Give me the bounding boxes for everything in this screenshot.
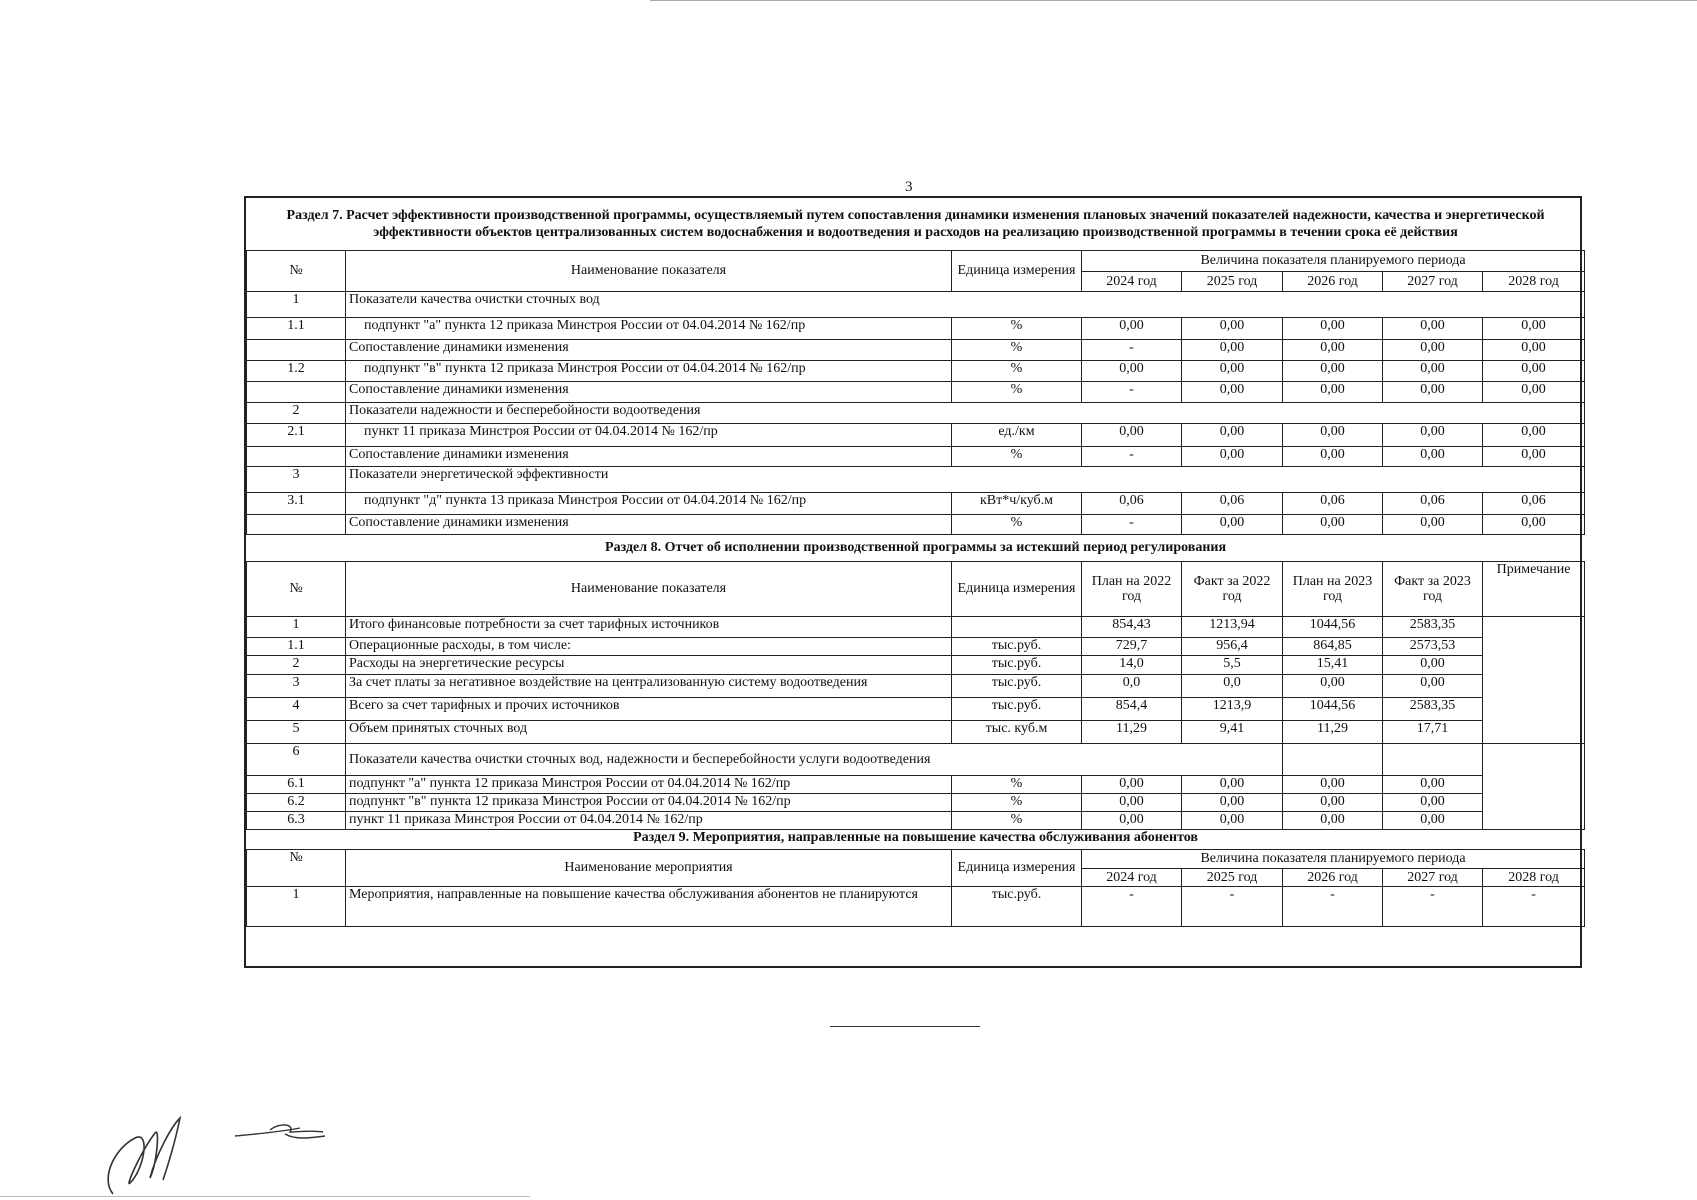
- value-cell: 0,00: [1283, 446, 1383, 466]
- data-row: [247, 811, 1585, 829]
- value-cell: 0,00: [1283, 811, 1383, 829]
- value-cell: 854,4: [1082, 697, 1182, 720]
- value-cell: 0,00: [1483, 423, 1585, 446]
- value-cell: 0,00: [1082, 317, 1182, 339]
- indicator-name: Операционные расходы, в том числе:: [346, 637, 952, 655]
- value-cell: 0,00: [1483, 339, 1585, 360]
- unit-cell: тыс.руб.: [952, 886, 1082, 926]
- group-row: [247, 291, 1585, 317]
- value-cell: 1213,9: [1182, 697, 1283, 720]
- value-cell: 0,06: [1383, 492, 1483, 514]
- header-year: 2027 год: [1383, 868, 1483, 886]
- value-cell: -: [1082, 339, 1182, 360]
- section9-title: Раздел 9. Мероприятия, направленные на повышение качества обслуживания абонентов: [633, 829, 1198, 845]
- header-year: 2028 год: [1483, 868, 1585, 886]
- value-cell: 14,0: [1082, 655, 1182, 674]
- value-cell: 5,5: [1182, 655, 1283, 674]
- value-cell: 0,00: [1483, 514, 1585, 534]
- value-cell: 0,06: [1283, 492, 1383, 514]
- value-cell: 0,06: [1483, 492, 1585, 514]
- value-cell: 9,41: [1182, 720, 1283, 743]
- header-year: 2028 год: [1483, 271, 1585, 291]
- section7-title: Раздел 7. Расчет эффективности производственной программы, осуществляемый путем сопоставления динамики изменения плановых значений показателей надежности, качества и энергетической эффективности объектов централизованных систем водоснабжения и водоотведения и расходов на реализацию производственной программы в течении срока её действия: [286, 207, 1545, 240]
- value-cell: 0,00: [1383, 811, 1483, 829]
- header-name: Наименование мероприятия: [346, 849, 952, 886]
- note-cell: [1483, 616, 1585, 743]
- row-number: [247, 339, 346, 360]
- indicator-name: Всего за счет тарифных и прочих источников: [346, 697, 952, 720]
- unit-cell: %: [952, 775, 1082, 793]
- unit-cell: %: [952, 317, 1082, 339]
- group-row: [247, 466, 1585, 492]
- header-unit: Единица измерения: [952, 849, 1082, 886]
- row-number: [247, 514, 346, 534]
- indicator-name: пункт 11 приказа Минстроя России от 04.04.2014 № 162/пр: [346, 423, 952, 446]
- indicator-name: Сопоставление динамики изменения: [346, 446, 952, 466]
- header-year: 2026 год: [1283, 271, 1383, 291]
- unit-cell: %: [952, 381, 1082, 402]
- value-cell: 0,00: [1182, 793, 1283, 811]
- value-cell: 729,7: [1082, 637, 1182, 655]
- value-cell: 0,00: [1483, 446, 1585, 466]
- value-cell: 0,00: [1182, 446, 1283, 466]
- value-cell: 0,00: [1383, 360, 1483, 381]
- row-number: 2.1: [247, 423, 346, 446]
- value-cell: 0,00: [1182, 514, 1283, 534]
- value-cell: -: [1483, 886, 1585, 926]
- value-cell: 0,00: [1383, 446, 1483, 466]
- value-cell: 0,00: [1383, 339, 1483, 360]
- value-cell: 2583,35: [1383, 616, 1483, 637]
- row-number: 1.1: [247, 317, 346, 339]
- section7-title-row: [247, 198, 1585, 250]
- value-cell: 0,06: [1082, 492, 1182, 514]
- value-cell: 0,00: [1383, 674, 1483, 697]
- value-cell: 0,00: [1283, 339, 1383, 360]
- indicator-name: пункт 11 приказа Минстроя России от 04.04.2014 № 162/пр: [346, 811, 952, 829]
- data-row: [247, 446, 1585, 466]
- value-cell: 0,00: [1383, 423, 1483, 446]
- value-cell: 0,00: [1383, 775, 1483, 793]
- value-cell: -: [1383, 886, 1483, 926]
- value-cell: 17,71: [1383, 720, 1483, 743]
- value-cell: 0,00: [1283, 775, 1383, 793]
- value-cell: 15,41: [1283, 655, 1383, 674]
- header-period-col: Факт за 2022 год: [1182, 561, 1283, 616]
- indicator-name: подпункт "а" пункта 12 приказа Минстроя России от 04.04.2014 № 162/пр: [346, 317, 952, 339]
- value-cell: 11,29: [1283, 720, 1383, 743]
- unit-cell: %: [952, 514, 1082, 534]
- row-number: 2: [247, 655, 346, 674]
- value-cell: 0,00: [1082, 775, 1182, 793]
- data-row: [247, 720, 1585, 743]
- main-table: [246, 198, 1585, 927]
- header-no: №: [247, 250, 346, 291]
- end-line: [830, 1026, 980, 1027]
- header-year: 2025 год: [1182, 271, 1283, 291]
- row-number: 3: [247, 674, 346, 697]
- indicator-name: Итого финансовые потребности за счет тарифных источников: [346, 616, 952, 637]
- data-row: [247, 492, 1585, 514]
- header-year: 2024 год: [1082, 868, 1182, 886]
- value-cell: 0,00: [1182, 360, 1283, 381]
- data-row: [247, 381, 1585, 402]
- header-note: Примечание: [1483, 561, 1585, 616]
- data-row: [247, 775, 1585, 793]
- value-cell: -: [1082, 514, 1182, 534]
- value-cell: 864,85: [1283, 637, 1383, 655]
- data-row: [247, 793, 1585, 811]
- value-cell: 0,0: [1082, 674, 1182, 697]
- unit-cell: тыс.руб.: [952, 655, 1082, 674]
- row-number: 6.3: [247, 811, 346, 829]
- value-cell: 0,00: [1383, 514, 1483, 534]
- group-row: [247, 743, 1585, 775]
- group-name: Показатели надежности и бесперебойности водоотведения: [346, 402, 1585, 423]
- row-number: 1: [247, 886, 346, 926]
- empty-cell: [1383, 743, 1483, 775]
- data-row: [247, 339, 1585, 360]
- bottom-scan-edge: [0, 1196, 530, 1197]
- value-cell: 0,00: [1283, 360, 1383, 381]
- indicator-name: подпункт "в" пункта 12 приказа Минстроя России от 04.04.2014 № 162/пр: [346, 793, 952, 811]
- unit-cell: %: [952, 793, 1082, 811]
- value-cell: 0,00: [1283, 514, 1383, 534]
- value-cell: 0,0: [1182, 674, 1283, 697]
- indicator-name: Расходы на энергетические ресурсы: [346, 655, 952, 674]
- value-cell: 1044,56: [1283, 616, 1383, 637]
- data-row: [247, 423, 1585, 446]
- indicator-name: подпункт "д" пункта 13 приказа Минстроя России от 04.04.2014 № 162/пр: [346, 492, 952, 514]
- value-cell: 956,4: [1182, 637, 1283, 655]
- value-cell: 0,00: [1283, 793, 1383, 811]
- value-cell: 0,00: [1182, 339, 1283, 360]
- value-cell: 0,00: [1082, 423, 1182, 446]
- group-name: Показатели качества очистки сточных вод, надежности и бесперебойности услуги водоотведения: [346, 743, 1283, 775]
- value-cell: 0,00: [1182, 317, 1283, 339]
- row-number: 1.2: [247, 360, 346, 381]
- unit-cell: %: [952, 446, 1082, 466]
- data-row: [247, 317, 1585, 339]
- value-cell: 0,00: [1082, 793, 1182, 811]
- unit-cell: %: [952, 360, 1082, 381]
- header-period-col: Факт за 2023 год: [1383, 561, 1483, 616]
- measure-name: Мероприятия, направленные на повышение качества обслуживания абонентов не планируются: [346, 886, 952, 926]
- indicator-name: подпункт "а" пункта 12 приказа Минстроя России от 04.04.2014 № 162/пр: [346, 775, 952, 793]
- row-number: 2: [247, 402, 346, 423]
- value-cell: 0,00: [1483, 381, 1585, 402]
- value-cell: 0,00: [1182, 811, 1283, 829]
- value-cell: 0,00: [1283, 423, 1383, 446]
- value-cell: 0,00: [1283, 381, 1383, 402]
- row-number: 3.1: [247, 492, 346, 514]
- header-year: 2027 год: [1383, 271, 1483, 291]
- group-name: Показатели качества очистки сточных вод: [346, 291, 1585, 317]
- value-cell: -: [1082, 381, 1182, 402]
- value-cell: -: [1082, 446, 1182, 466]
- note-cell: [1483, 743, 1585, 829]
- indicator-name: За счет платы за негативное воздействие на централизованную систему водоотведения: [346, 674, 952, 697]
- value-cell: -: [1283, 886, 1383, 926]
- header-unit: Единица измерения: [952, 250, 1082, 291]
- value-cell: 0,00: [1383, 317, 1483, 339]
- header-no: №: [247, 849, 346, 886]
- value-cell: 0,00: [1483, 360, 1585, 381]
- unit-cell: тыс.руб.: [952, 697, 1082, 720]
- row-number: [247, 446, 346, 466]
- value-cell: 0,00: [1483, 317, 1585, 339]
- page-number: 3: [905, 179, 913, 195]
- data-row: [247, 616, 1585, 637]
- data-row: [247, 674, 1585, 697]
- header-year: 2025 год: [1182, 868, 1283, 886]
- empty-cell: [1283, 743, 1383, 775]
- value-cell: 2573,53: [1383, 637, 1483, 655]
- header-year: 2024 год: [1082, 271, 1182, 291]
- row-number: 5: [247, 720, 346, 743]
- row-number: [247, 381, 346, 402]
- unit-cell: [952, 616, 1082, 637]
- unit-cell: %: [952, 811, 1082, 829]
- header-no: №: [247, 561, 346, 616]
- value-cell: 0,00: [1182, 381, 1283, 402]
- group-name: Показатели энергетической эффективности: [346, 466, 1585, 492]
- section8-title: Раздел 8. Отчет об исполнении производственной программы за истекший период регулирования: [605, 540, 1227, 555]
- row-number: 1.1: [247, 637, 346, 655]
- value-cell: -: [1082, 886, 1182, 926]
- document-table-frame: [244, 196, 1582, 968]
- value-cell: 0,00: [1082, 811, 1182, 829]
- header-period: Величина показателя планируемого периода: [1082, 250, 1585, 271]
- value-cell: 854,43: [1082, 616, 1182, 637]
- header-period: Величина показателя планируемого периода: [1082, 849, 1585, 868]
- data-row: [247, 360, 1585, 381]
- unit-cell: кВт*ч/куб.м: [952, 492, 1082, 514]
- value-cell: 0,06: [1182, 492, 1283, 514]
- header-period-col: План на 2022 год: [1082, 561, 1182, 616]
- value-cell: -: [1182, 886, 1283, 926]
- header-unit: Единица измерения: [952, 561, 1082, 616]
- value-cell: 0,00: [1383, 381, 1483, 402]
- data-row: [247, 655, 1585, 674]
- header-name: Наименование показателя: [346, 250, 952, 291]
- unit-cell: ед./км: [952, 423, 1082, 446]
- top-scan-edge: [650, 0, 1697, 1]
- row-number: 6.2: [247, 793, 346, 811]
- value-cell: 2583,35: [1383, 697, 1483, 720]
- value-cell: 1044,56: [1283, 697, 1383, 720]
- handwritten-signature: [95, 1108, 335, 1198]
- header-year: 2026 год: [1283, 868, 1383, 886]
- row-number: 4: [247, 697, 346, 720]
- indicator-name: Сопоставление динамики изменения: [346, 339, 952, 360]
- row-number: 6.1: [247, 775, 346, 793]
- value-cell: 0,00: [1082, 360, 1182, 381]
- indicator-name: Сопоставление динамики изменения: [346, 381, 952, 402]
- section9-header-row-1: [247, 849, 1585, 868]
- unit-cell: тыс.руб.: [952, 637, 1082, 655]
- section9-title-row: [247, 829, 1585, 849]
- data-row: [247, 637, 1585, 655]
- row-number: 6: [247, 743, 346, 775]
- value-cell: 0,00: [1383, 655, 1483, 674]
- value-cell: 0,00: [1182, 423, 1283, 446]
- unit-cell: тыс. куб.м: [952, 720, 1082, 743]
- section8-header-row: [247, 561, 1585, 616]
- section8-title-row: [247, 534, 1585, 561]
- value-cell: 11,29: [1082, 720, 1182, 743]
- data-row: [247, 697, 1585, 720]
- indicator-name: подпункт "в" пункта 12 приказа Минстроя России от 04.04.2014 № 162/пр: [346, 360, 952, 381]
- section7-header-row-1: [247, 250, 1585, 271]
- header-name: Наименование показателя: [346, 561, 952, 616]
- header-period-col: План на 2023 год: [1283, 561, 1383, 616]
- unit-cell: %: [952, 339, 1082, 360]
- value-cell: 0,00: [1182, 775, 1283, 793]
- row-number: 3: [247, 466, 346, 492]
- row-number: 1: [247, 291, 346, 317]
- row-number: 1: [247, 616, 346, 637]
- data-row: [247, 514, 1585, 534]
- indicator-name: Сопоставление динамики изменения: [346, 514, 952, 534]
- indicator-name: Объем принятых сточных вод: [346, 720, 952, 743]
- data-row: [247, 886, 1585, 926]
- value-cell: 0,00: [1283, 674, 1383, 697]
- group-row: [247, 402, 1585, 423]
- value-cell: 0,00: [1383, 793, 1483, 811]
- value-cell: 1213,94: [1182, 616, 1283, 637]
- value-cell: 0,00: [1283, 317, 1383, 339]
- unit-cell: тыс.руб.: [952, 674, 1082, 697]
